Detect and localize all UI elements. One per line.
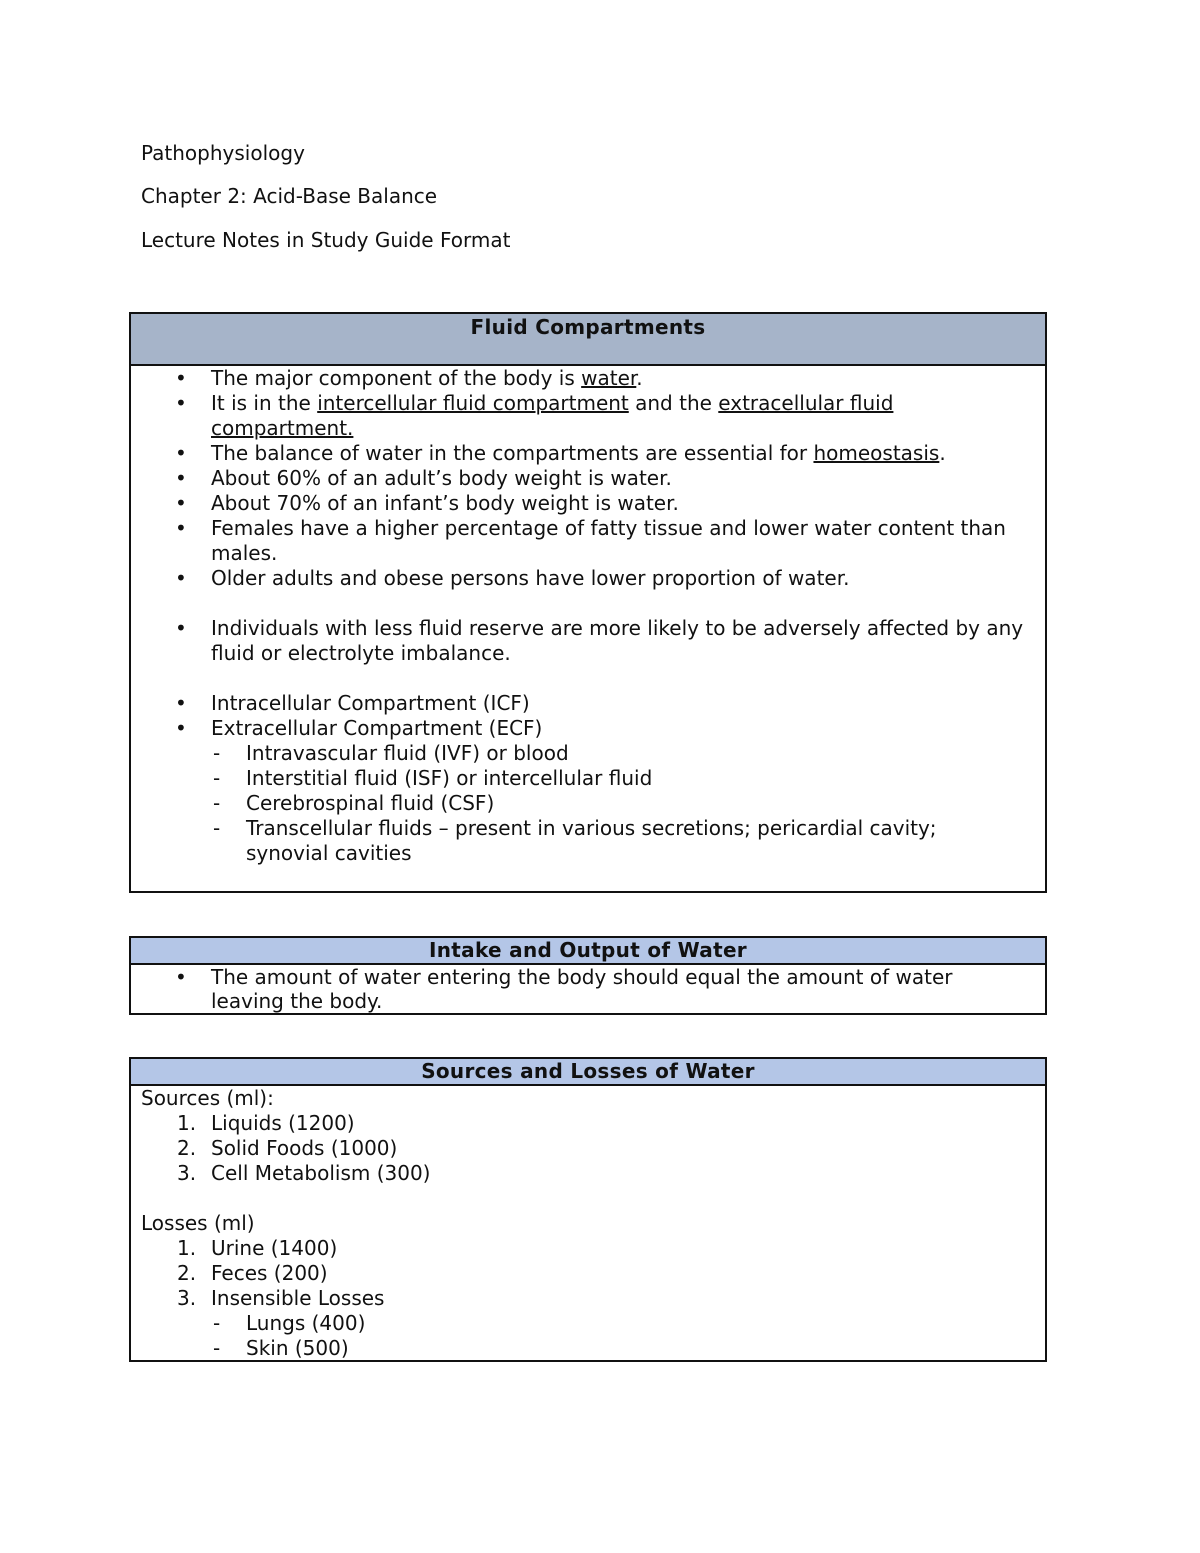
list-item: 1. Liquids (1200): [177, 1111, 355, 1135]
list-item: • The balance of water in the compartments are essential for homeostasis.: [131, 441, 1045, 466]
list-item: - Skin (500): [131, 1336, 1045, 1361]
intake-output-box: [129, 936, 1047, 1015]
list-item: - Transcellular fluids – present in various secretions; pericardial cavity; synovial cavities: [131, 816, 1045, 866]
list-item: 3. Insensible Losses: [177, 1286, 385, 1310]
fluid-compartments-body: [131, 366, 1045, 866]
list-item: 1. Urine (1400): [177, 1236, 338, 1260]
list-item: • About 70% of an infant’s body weight is water.: [131, 491, 1045, 516]
insensible-sublist: [131, 1311, 1045, 1361]
list-item: - Interstitial fluid (ISF) or intercellular fluid: [131, 766, 1045, 791]
list-item: • The major component of the body is water.: [131, 366, 1045, 391]
notes-format: Lecture Notes in Study Guide Format: [141, 228, 511, 252]
sources-list: [131, 1111, 1045, 1186]
list-item: • Older adults and obese persons have lower proportion of water.: [131, 566, 1045, 591]
sources-losses-heading: Sources and Losses of Water: [131, 1059, 1045, 1086]
list-item: • It is in the intercellular fluid compartment and the extracellular fluid compartment.: [131, 391, 1045, 441]
list-item: • About 60% of an adult’s body weight is water.: [131, 466, 1045, 491]
list-item: 3. Cell Metabolism (300): [177, 1161, 431, 1185]
ecf-sublist: [131, 741, 1045, 866]
list-item: • The amount of water entering the body should equal the amount of water leaving the body.: [131, 965, 1045, 1013]
list-item: - Cerebrospinal fluid (CSF): [131, 791, 1045, 816]
list-item: - Lungs (400): [131, 1311, 1045, 1336]
fluid-compartments-list: [131, 366, 1045, 741]
sources-label: Sources (ml):: [141, 1086, 274, 1110]
chapter-title: Chapter 2: Acid-Base Balance: [141, 184, 438, 208]
course-title: Pathophysiology: [141, 141, 305, 165]
sources-losses-body: [131, 1086, 1045, 1361]
sources-losses-box: [129, 1057, 1047, 1362]
list-item: • Individuals with less fluid reserve are more likely to be adversely affected by any fluid or electrolyte imbalance.: [131, 616, 1045, 666]
losses-list: [131, 1236, 1045, 1311]
list-item: • Intracellular Compartment (ICF): [131, 691, 1045, 716]
intake-output-heading: Intake and Output of Water: [131, 938, 1045, 965]
list-item: 2. Feces (200): [177, 1261, 328, 1285]
losses-label: Losses (ml): [141, 1211, 255, 1235]
list-item: • Extracellular Compartment (ECF): [131, 716, 1045, 741]
fluid-compartments-box: [129, 312, 1047, 893]
intake-output-body: [131, 965, 1045, 1013]
list-item: 2. Solid Foods (1000): [177, 1136, 398, 1160]
fluid-compartments-heading: Fluid Compartments: [131, 314, 1045, 366]
list-item: - Intravascular fluid (IVF) or blood: [131, 741, 1045, 766]
intake-output-list: [131, 965, 1045, 1013]
list-item: • Females have a higher percentage of fatty tissue and lower water content than males.: [131, 516, 1045, 566]
